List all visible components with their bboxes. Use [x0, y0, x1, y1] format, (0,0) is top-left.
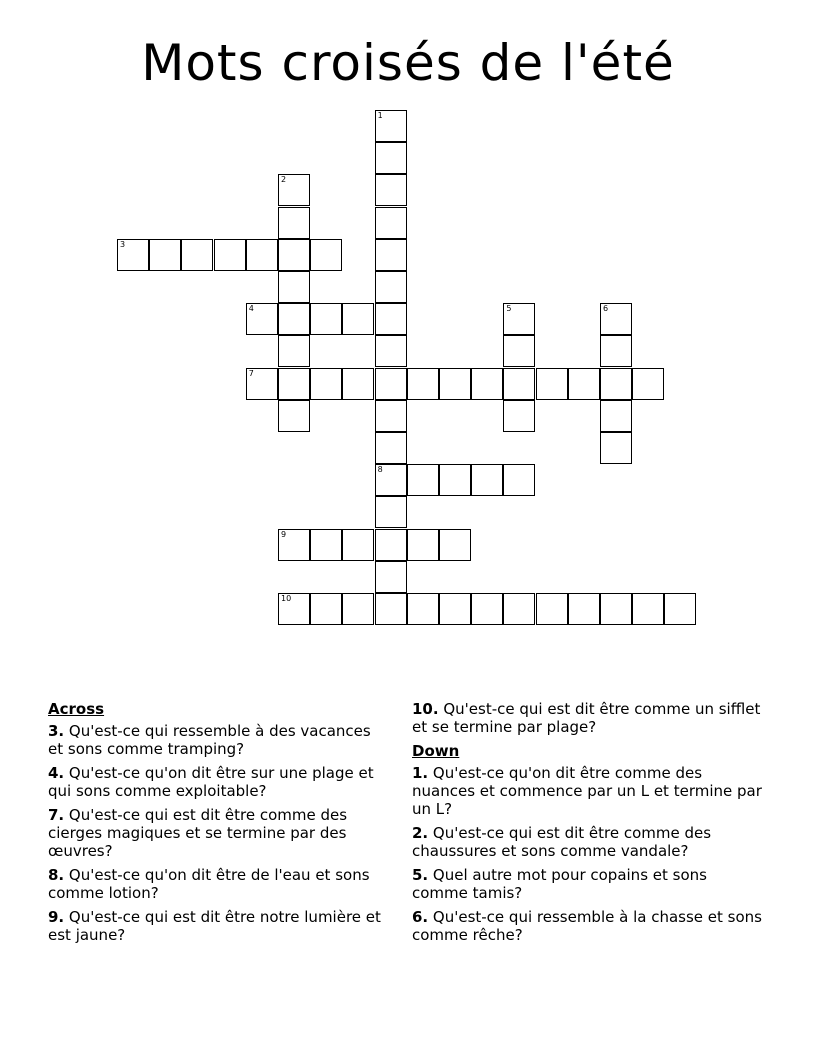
grid-cell[interactable] — [375, 400, 407, 432]
clue-number: 1. — [412, 764, 429, 782]
grid-cell[interactable] — [375, 303, 407, 335]
grid-cell[interactable] — [278, 207, 310, 239]
grid-cell[interactable] — [471, 464, 503, 496]
clue-text: Qu'est-ce qui est dit être comme un sifflet et se termine par plage? — [412, 700, 761, 736]
cell-number: 4 — [248, 304, 254, 314]
clues-left-column — [48, 700, 388, 950]
clue-down-5 — [412, 866, 762, 902]
cell-number: 9 — [281, 529, 287, 539]
grid-cell[interactable] — [600, 303, 632, 335]
grid-cell[interactable] — [375, 110, 407, 142]
grid-cell[interactable] — [503, 400, 535, 432]
clue-text: Qu'est-ce qui ressemble à la chasse et sons comme rêche? — [412, 908, 762, 944]
clue-number: 10. — [412, 700, 439, 718]
grid-cell[interactable] — [503, 303, 535, 335]
grid-cell[interactable] — [278, 529, 310, 561]
clue-text: Quel autre mot pour copains et sons comme tamis? — [412, 866, 707, 902]
clue-across-7 — [48, 806, 388, 860]
grid-cell[interactable] — [278, 335, 310, 367]
cell-number: 1 — [377, 111, 383, 120]
grid-cell[interactable] — [407, 464, 439, 496]
grid-cell[interactable] — [407, 368, 439, 400]
grid-cell[interactable] — [439, 368, 471, 400]
grid-cell[interactable] — [503, 335, 535, 367]
clue-across-8 — [48, 866, 388, 902]
clue-down-2 — [412, 824, 762, 860]
clue-number: 7. — [48, 806, 65, 824]
page-title: Mots croisés de l'été — [141, 34, 675, 92]
cell-number: 8 — [377, 465, 383, 475]
clue-number: 2. — [412, 824, 429, 842]
clue-text: Qu'est-ce qui est dit être comme des cierges magiques et se termine par des œuvres? — [48, 806, 348, 860]
grid-cell[interactable] — [439, 464, 471, 496]
grid-cell[interactable] — [600, 335, 632, 367]
grid-cell[interactable] — [375, 593, 407, 625]
grid-cell[interactable] — [632, 593, 664, 625]
grid-cell[interactable] — [278, 239, 310, 271]
grid-cell[interactable] — [117, 239, 149, 271]
clues-right-column — [412, 700, 762, 950]
grid-cell[interactable] — [310, 529, 342, 561]
cell-number: 6 — [603, 304, 609, 314]
grid-cell[interactable] — [278, 303, 310, 335]
grid-cell[interactable] — [342, 593, 374, 625]
clue-text: Qu'est-ce qu'on dit être de l'eau et sons comme lotion? — [48, 866, 370, 902]
grid-cell[interactable] — [568, 368, 600, 400]
clue-number: 3. — [48, 722, 65, 740]
clue-down-6 — [412, 908, 762, 944]
grid-cell[interactable] — [600, 368, 632, 400]
grid-cell[interactable] — [246, 303, 278, 335]
clue-text: Qu'est-ce qui ressemble à des vacances et sons comme tramping? — [48, 722, 371, 758]
grid-cell[interactable] — [600, 593, 632, 625]
clue-across-3 — [48, 722, 388, 758]
grid-cell[interactable] — [278, 174, 310, 206]
grid-cell[interactable] — [278, 271, 310, 303]
grid-cell[interactable] — [278, 368, 310, 400]
grid-cell[interactable] — [149, 239, 181, 271]
grid-cell[interactable] — [375, 432, 407, 464]
grid-cell[interactable] — [342, 303, 374, 335]
grid-cell[interactable] — [503, 464, 535, 496]
grid-cell[interactable] — [278, 593, 310, 625]
grid-cell[interactable] — [375, 561, 407, 593]
cell-number: 2 — [281, 175, 287, 185]
cell-number: 10 — [281, 594, 292, 603]
grid-cell[interactable] — [310, 593, 342, 625]
clue-across-10 — [412, 700, 762, 736]
grid-cell[interactable] — [342, 368, 374, 400]
clue-number: 9. — [48, 908, 65, 926]
grid-cell[interactable] — [375, 271, 407, 303]
clue-across-9 — [48, 908, 388, 944]
grid-cell[interactable] — [407, 593, 439, 625]
grid-cell[interactable] — [375, 335, 407, 367]
grid-cell[interactable] — [375, 368, 407, 400]
clue-text: Qu'est-ce qui est dit être notre lumière et est jaune? — [48, 908, 381, 944]
grid-cell[interactable] — [246, 239, 278, 271]
clue-number: 6. — [412, 908, 429, 926]
grid-cell[interactable] — [375, 239, 407, 271]
cell-number: 3 — [120, 239, 126, 249]
grid-cell[interactable] — [310, 303, 342, 335]
grid-cell[interactable] — [278, 400, 310, 432]
grid-cell[interactable] — [181, 239, 213, 271]
grid-cell[interactable] — [600, 400, 632, 432]
cell-number: 5 — [506, 304, 512, 314]
grid-cell[interactable] — [503, 368, 535, 400]
clue-number: 5. — [412, 866, 429, 884]
grid-cell[interactable] — [375, 207, 407, 239]
grid-cell[interactable] — [536, 593, 568, 625]
grid-cell[interactable] — [471, 593, 503, 625]
grid-cell[interactable] — [214, 239, 246, 271]
grid-cell[interactable] — [407, 529, 439, 561]
clue-down-1 — [412, 764, 762, 818]
grid-cell[interactable] — [375, 174, 407, 206]
clue-across-4 — [48, 764, 388, 800]
down-heading: Down — [412, 742, 460, 760]
grid-cell[interactable] — [246, 368, 278, 400]
grid-cell[interactable] — [632, 368, 664, 400]
grid-cell[interactable] — [310, 239, 342, 271]
grid-cell[interactable] — [471, 368, 503, 400]
clue-number: 4. — [48, 764, 65, 782]
grid-cell[interactable] — [310, 368, 342, 400]
grid-cell[interactable] — [342, 529, 374, 561]
cell-number: 7 — [248, 368, 254, 378]
clue-number: 8. — [48, 866, 65, 884]
grid-cell[interactable] — [600, 432, 632, 464]
grid-cell[interactable] — [503, 593, 535, 625]
grid-cell[interactable] — [568, 593, 600, 625]
grid-cell[interactable] — [375, 142, 407, 174]
grid-cell[interactable] — [375, 464, 407, 496]
grid-cell[interactable] — [439, 593, 471, 625]
grid-cell[interactable] — [439, 529, 471, 561]
clue-text: Qu'est-ce qui est dit être comme des chaussures et sons comme vandale? — [412, 824, 712, 860]
grid-cell[interactable] — [664, 593, 696, 625]
grid-cell[interactable] — [375, 496, 407, 528]
grid-cell[interactable] — [375, 529, 407, 561]
grid-cell[interactable] — [536, 368, 568, 400]
clue-text: Qu'est-ce qu'on dit être sur une plage et qui sons comme exploitable? — [48, 764, 374, 800]
clue-text: Qu'est-ce qu'on dit être comme des nuances et commence par un L et termine par un L? — [412, 764, 762, 818]
across-heading: Across — [48, 700, 105, 718]
